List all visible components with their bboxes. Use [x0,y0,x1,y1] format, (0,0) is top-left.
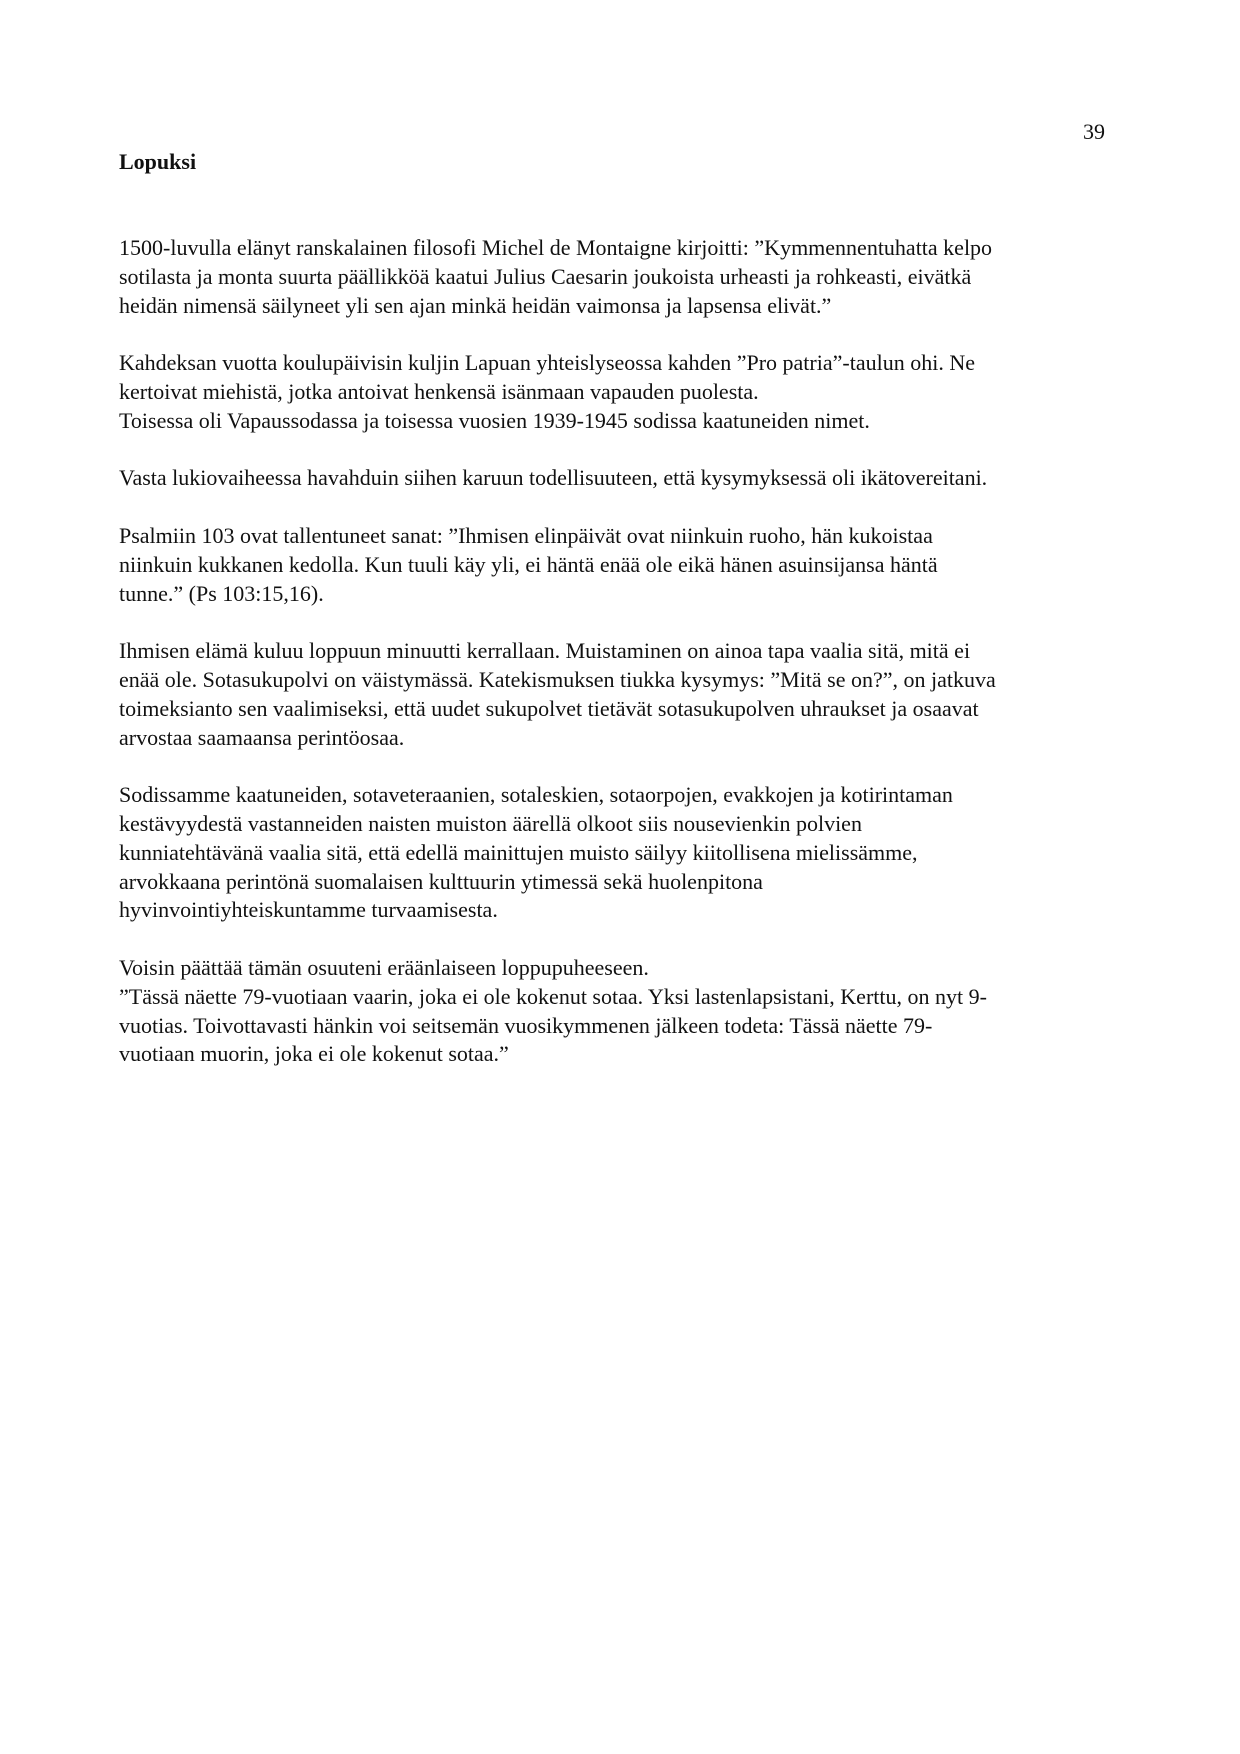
text-line: enää ole. Sotasukupolvi on väistymässä. Katekismuksen tiukka kysymys: ”Mitä se on?”, on jatkuva [119,666,996,692]
text-line: niinkuin kukkanen kedolla. Kun tuuli käy yli, ei häntä enää ole eikä hänen asuinsijansa häntä [119,551,938,577]
text-line: vuotiaan muorin, joka ei ole kokenut sotaa.” [119,1041,509,1067]
text-line: Sodissamme kaatuneiden, sotaveteraanien, sotaleskien, sotaorpojen, evakkojen ja kotirintaman [119,782,953,808]
text-line: heidän nimensä säilyneet yli sen ajan minkä heidän vaimonsa ja lapsensa elivät.” [119,292,832,318]
paragraph [119,522,1129,608]
section-heading: Lopuksi [119,149,197,174]
body-text [119,234,1129,1098]
page-number: 39 [1083,119,1105,144]
paragraph [119,781,1129,925]
text-line: vuotias. Toivottavasti hänkin voi seitsemän vuosikymmenen jälkeen todeta: Tässä näette 79- [119,1012,933,1038]
text-line: kertoivat miehistä, jotka antoivat henkensä isänmaan vapauden puolesta. [119,378,759,404]
text-line: sotilasta ja monta suurta päällikköä kaatui Julius Caesarin joukoista urheasti ja rohkeasti, eivätkä [119,263,972,289]
text-line: Ihmisen elämä kuluu loppuun minuutti kerrallaan. Muistaminen on ainoa tapa vaalia sitä, mitä ei [119,638,971,664]
paragraph [119,464,1129,493]
paragraph [119,637,1129,752]
text-line: kestävyydestä vastanneiden naisten muiston äärellä olkoot siis nousevienkin polvien [119,810,862,836]
text-line: Vasta lukiovaiheessa havahduin siihen karuun todellisuuteen, että kysymyksessä oli ikätovereitani. [119,465,988,491]
text-line: Voisin päättää tämän osuuteni eräänlaiseen loppupuheeseen. [119,954,649,980]
text-line: Toisessa oli Vapaussodassa ja toisessa vuosien 1939-1945 sodissa kaatuneiden nimet. [119,407,870,433]
text-line: ”Tässä näette 79-vuotiaan vaarin, joka ei ole kokenut sotaa. Yksi lastenlapsistani, Kerttu, on nyt 9- [119,983,987,1009]
text-line: Kahdeksan vuotta koulupäivisin kuljin Lapuan yhteislyseossa kahden ”Pro patria”-taulun ohi. Ne [119,350,975,376]
text-line: tunne.” (Ps 103:15,16). [119,580,324,606]
text-line: 1500-luvulla elänyt ranskalainen filosofi Michel de Montaigne kirjoitti: ”Kymmennentuhatta kelpo [119,235,993,260]
text-line: hyvinvointiyhteiskuntamme turvaamisesta. [119,897,498,923]
paragraph [119,349,1129,435]
text-line: arvokkaana perintönä suomalaisen kulttuurin ytimessä sekä huolenpitona [119,868,763,894]
text-line: kunniatehtävänä vaalia sitä, että edellä mainittujen muisto säilyy kiitollisena mielissämme, [119,839,918,865]
text-line: toimeksianto sen vaalimiseksi, että uudet sukupolvet tietävät sotasukupolven uhraukset ja osaavat [119,695,979,721]
text-line: Psalmiin 103 ovat tallentuneet sanat: ”Ihmisen elinpäivät ovat niinkuin ruoho, hän kukoistaa [119,522,933,548]
paragraph [119,234,1129,320]
paragraph [119,954,1129,1069]
text-line: arvostaa saamaansa perintöosaa. [119,724,405,750]
